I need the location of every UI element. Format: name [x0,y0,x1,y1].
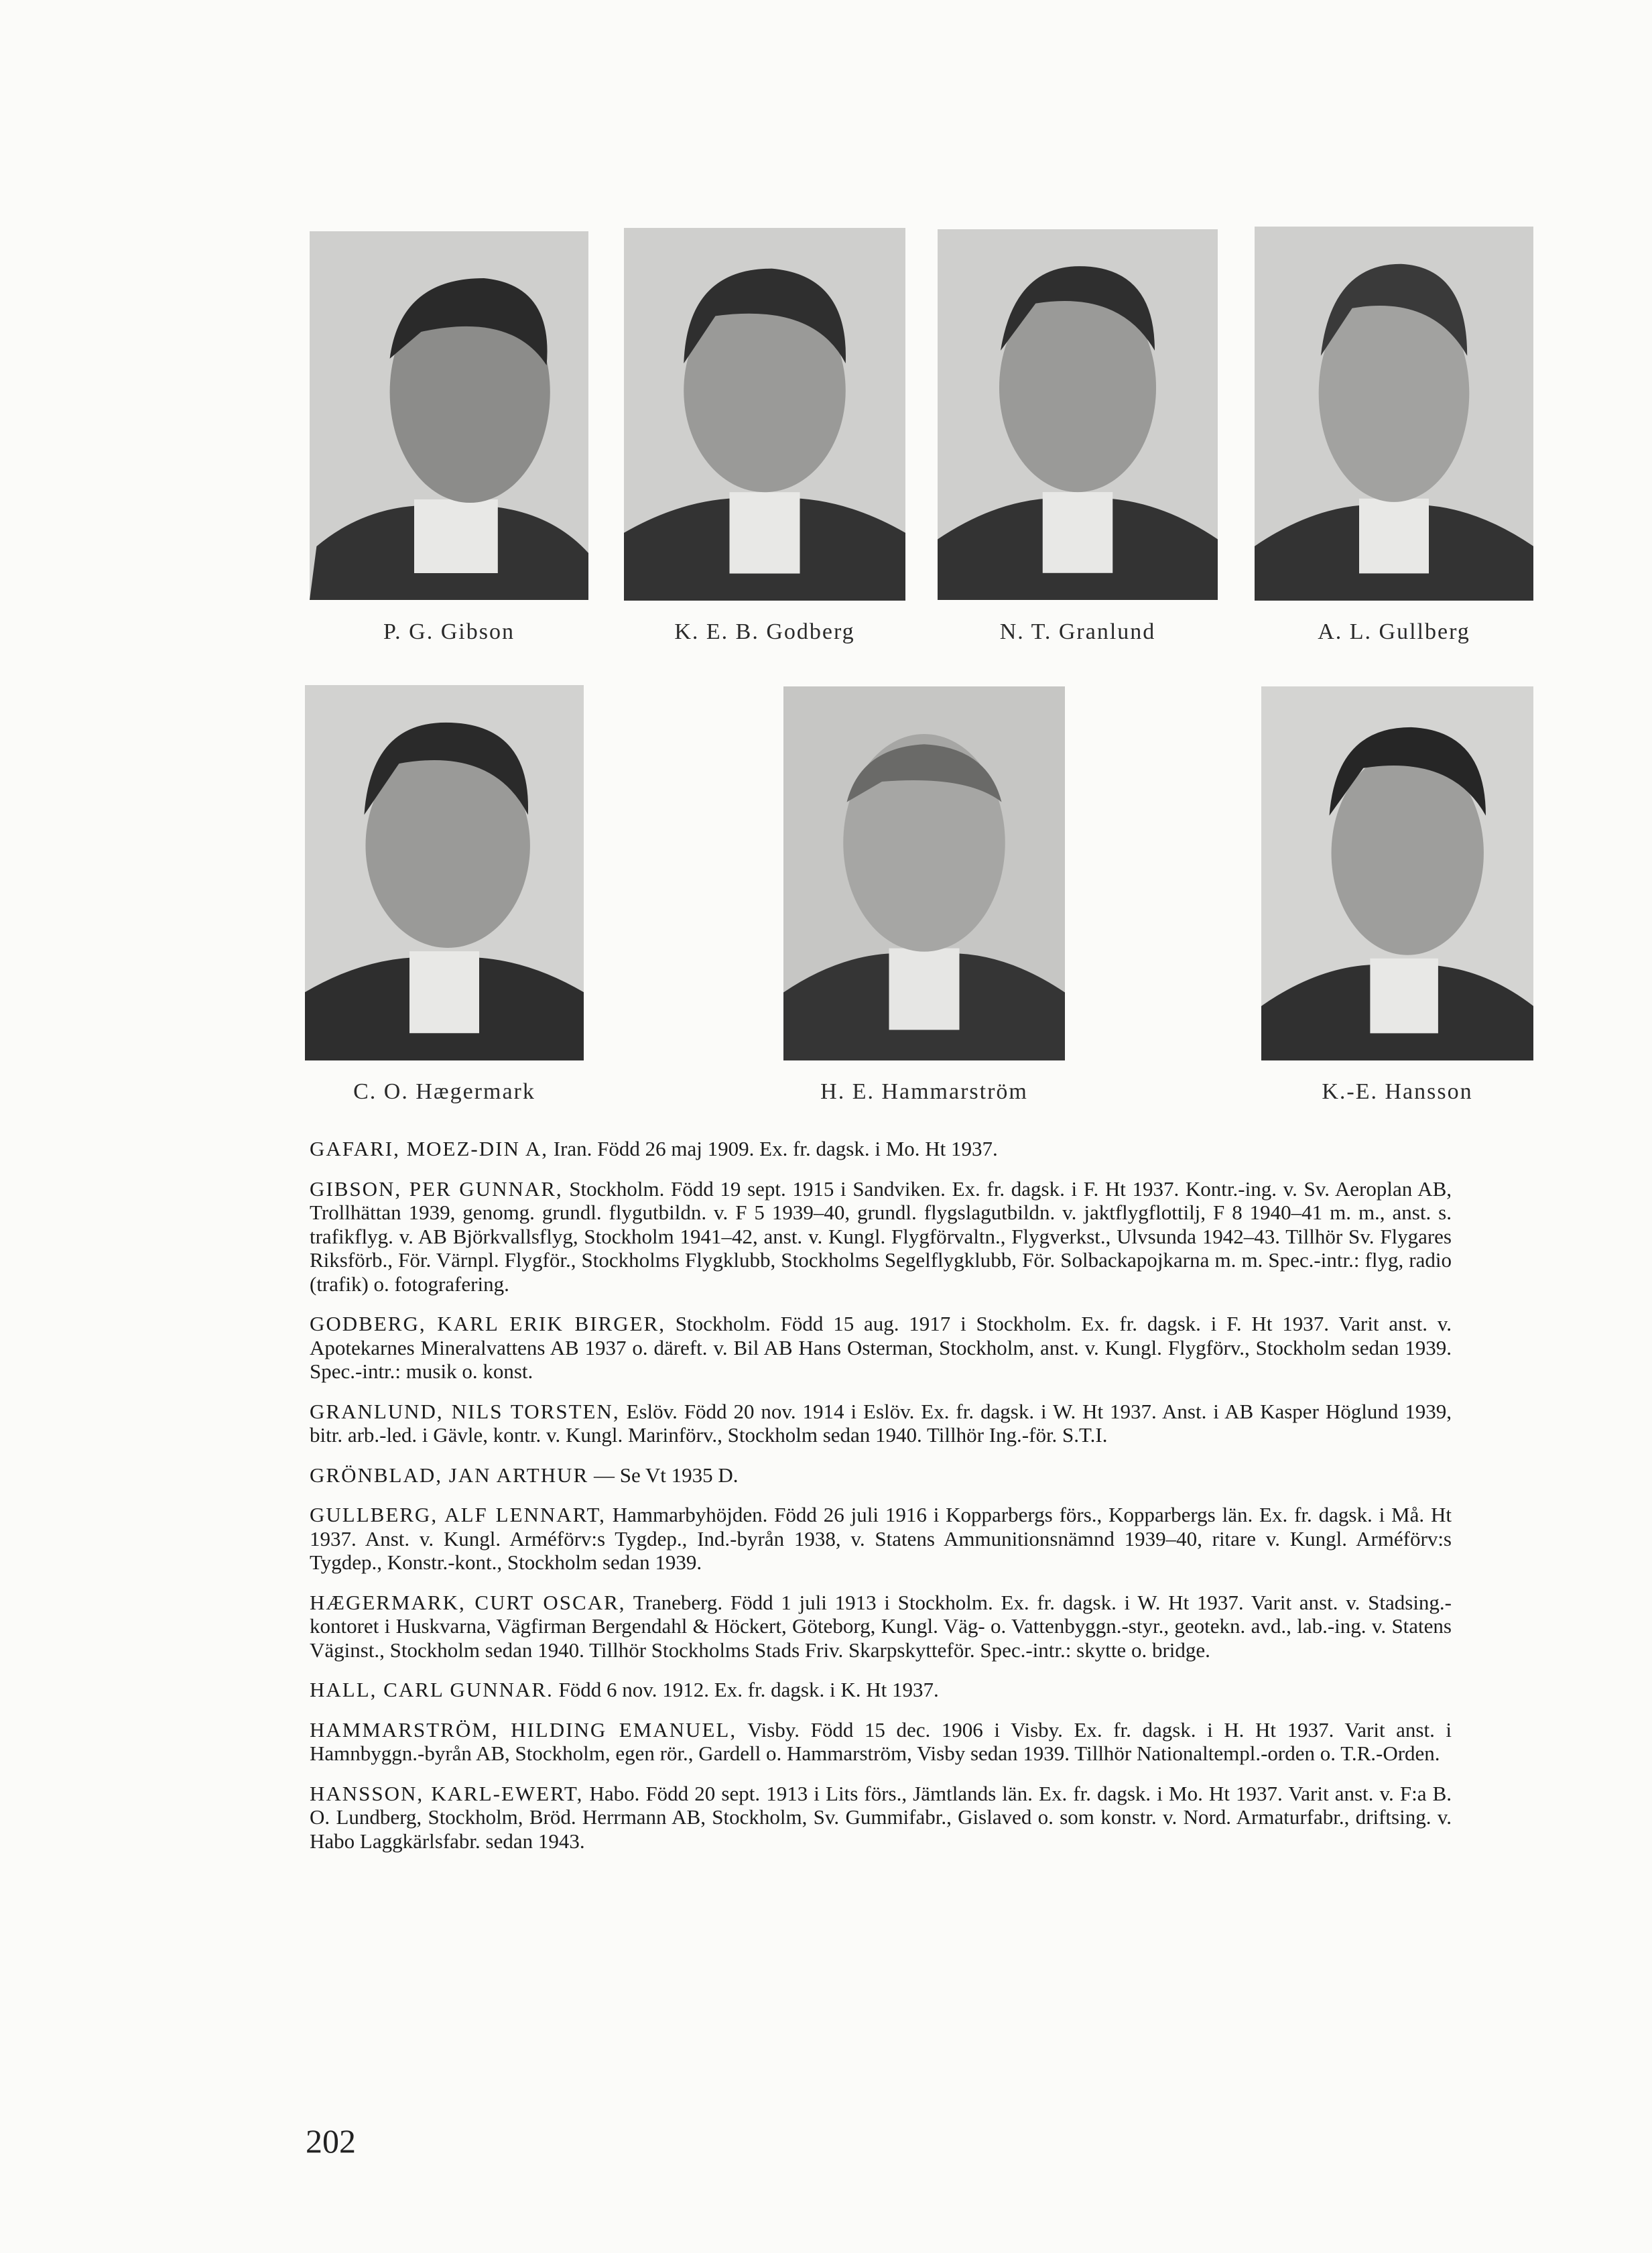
entry-text: Född 6 nov. 1912. Ex. fr. dagsk. i K. Ht 1937. [553,1678,939,1701]
entry-name: HAMMARSTRÖM, HILDING EMANUEL, [310,1717,737,1742]
portrait-caption-haegermark: C. O. Hægermark [353,1079,535,1104]
entry-name: HANSSON, KARL-EWERT, [310,1781,584,1805]
entry-text: Eslöv. Född 20 nov. 1914 i Eslöv. Ex. fr. dagsk. i W. Ht 1937. Anst. i AB Kasper Höglund 1939, bitr. arb.-led. i Gävle, kontr. v. Kungl. Marinförv., Stockholm sedan 1940. Tillhör Ing.-för. S.T.I. [310,1399,1452,1447]
entry-hammarstrom [310,1718,1452,1766]
portrait-photo-granlund [938,229,1218,600]
portrait-caption-godberg: K. E. B. Godberg [674,619,855,644]
entry-name: GULLBERG, ALF LENNART, [310,1503,606,1526]
entry-name: GAFARI, MOEZ-DIN A, [310,1137,549,1160]
entry-text: Stockholm. Född 15 aug. 1917 i Stockholm. Ex. fr. dagsk. i F. Ht 1937. Varit anst. v. Apotekarnes Mineralvattens AB 1937 o. däreft. v. Bil AB Hans Osterman, Stockholm, anst. v. Kungl. Flygförv., Stockholm sedan 1939. Spec.-intr.: musik o. konst. [310,1312,1452,1383]
portrait-photo-gibson [310,231,588,600]
entry-text: Hammarbyhöjden. Född 26 juli 1916 i Kopparbergs förs., Kopparbergs län. Ex. fr. dagsk. i Må. Ht 1937. Anst. v. Kungl. Arméförv:s Tygdep., Ind.-byrån 1938, v. Statens Ammunitionsnämnd 1939–40, ritare v. Kungl. Arméförv:s Tygdep., Konstr.-kont., Stockholm sedan 1939. [310,1503,1452,1574]
portrait-photo-haegermark [305,685,584,1060]
entry-text: — Se Vt 1935 D. [588,1463,739,1487]
portrait-photo-hansson [1261,686,1533,1060]
portrait-photo-hammarstrom [783,686,1065,1060]
portrait-caption-hansson: K.-E. Hansson [1322,1079,1473,1104]
portrait-caption-hammarstrom: H. E. Hammarström [820,1079,1028,1104]
entry-text: Iran. Född 26 maj 1909. Ex. fr. dagsk. i Mo. Ht 1937. [548,1137,998,1160]
entry-name: GODBERG, KARL ERIK BIRGER, [310,1312,665,1335]
entry-gullberg [310,1503,1452,1575]
portrait-caption-gullberg: A. L. Gullberg [1318,619,1470,644]
entry-list [310,1137,1452,1869]
entry-text: Stockholm. Född 19 sept. 1915 i Sandviken. Ex. fr. dagsk. i F. Ht 1937. Kontr.-ing. v. Sv. Aeroplan AB, Trollhättan 1939, genomg. grundl. flygutbildn. v. F 5 1939–40, grundl. flygslagutbildn. v. jaktflygflottilj, F 8 1940–41 m. m., anst. s. trafikflyg. v. AB Björkvallsflyg, Stockholm 1941–42, anst. v. Kungl. Flygförvaltn., Flygverkst., Ulvsunda 1942–43. Tillhör Sv. Flygares Riksförb., För. Värnpl. Flygför., Stockholms Flygklubb, Stockholms Segelflygklubb, För. Solbackapojkarna m. m. Spec.-intr.: flyg, radio (trafik) o. fotografering. [310,1176,1452,1296]
entry-text: Visby. Född 15 dec. 1906 i Visby. Ex. fr. dagsk. i H. Ht 1937. Varit anst. i Hamnbyggn.-byrån AB, Stockholm, egen rör., Gardell o. Hammarström, Visby sedan 1939. Tillhör Nationaltempl.-orden o. T.R.-Orden. [310,1717,1452,1765]
portrait-photo-gullberg [1255,227,1533,601]
entry-name: GRÖNBLAD, JAN ARTHUR [310,1463,589,1487]
entry-name: GIBSON, PER GUNNAR, [310,1176,563,1201]
portrait-caption-granlund: N. T. Granlund [999,619,1156,644]
portrait-photo-godberg [624,228,905,601]
entry-gibson [310,1177,1452,1296]
entry-text: Traneberg. Född 1 juli 1913 i Stockholm. Ex. fr. dagsk. i W. Ht 1937. Varit anst. v. Stadsing.-kontoret i Huskvarna, Vägfirman Bergendahl & Höckert, Göteborg, Kungl. Väg- o. Vattenbyggn.-styr., geotekn. avd., lab.-ing. v. Statens Väginst., Stockholm sedan 1940. Tillhör Stockholms Stads Friv. Skarpskytteför. Spec.-intr.: skytte o. bridge. [310,1590,1452,1662]
entry-hall [310,1678,1452,1702]
portrait-caption-gibson: P. G. Gibson [383,619,515,644]
entry-hansson [310,1782,1452,1853]
entry-granlund [310,1400,1452,1447]
entry-gronblad [310,1463,1452,1487]
entry-gafari [310,1137,1452,1161]
entry-name: HÆGERMARK, CURT OSCAR, [310,1590,626,1614]
entry-name: GRANLUND, NILS TORSTEN, [310,1399,620,1423]
entry-haegermark [310,1591,1452,1662]
entry-godberg [310,1312,1452,1384]
entry-text: Habo. Född 20 sept. 1913 i Lits förs., Jämtlands län. Ex. fr. dagsk. i Mo. Ht 1937. Varit anst. v. F:a B. O. Lundberg, Stockholm, Bröd. Herrmann AB, Stockholm, Sv. Gummifabr., Gislaved o. som konstr. v. Nord. Armaturfabr., driftsing. v. Habo Laggkärlsfabr. sedan 1943. [310,1781,1452,1853]
page-number: 202 [306,2122,356,2160]
entry-name: HALL, CARL GUNNAR. [310,1678,554,1701]
